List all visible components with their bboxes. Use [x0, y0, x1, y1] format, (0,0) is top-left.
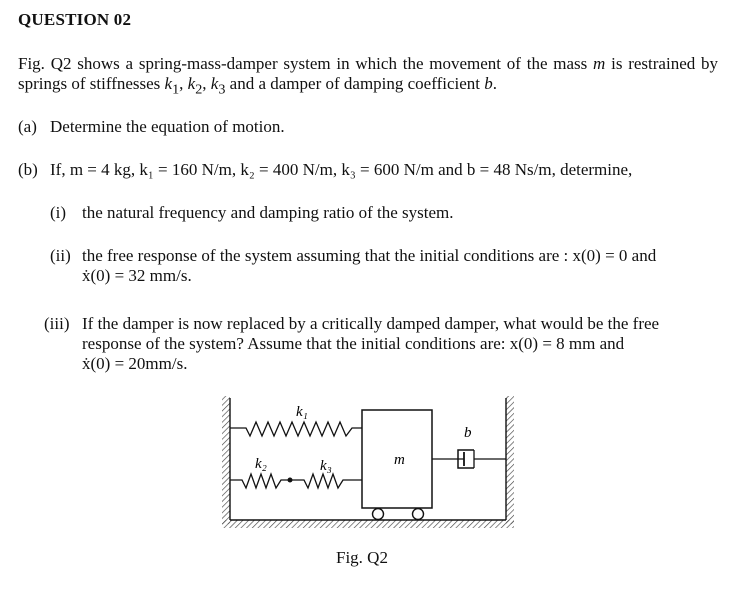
- intro-k2-sub: 2: [195, 81, 203, 98]
- part-a: [18, 117, 718, 139]
- intro-k3: k: [210, 74, 219, 93]
- left-wheel: [373, 509, 384, 520]
- spring-k2: [230, 474, 290, 488]
- sub-question-iii: [44, 314, 720, 378]
- right-wall-hatching: [506, 396, 514, 524]
- sub-iii-line-1: If the damper is now replaced by a critically damped damper, what would be the free: [82, 314, 660, 333]
- sub-iii-line-2: response of the system? Assume that the initial conditions are: x(0) = 8 mm and: [82, 334, 625, 353]
- intro-k1-sub: 1: [172, 81, 180, 98]
- sub-iii-line-3: ẋ(0) = 20mm/s.: [82, 354, 188, 373]
- sub-ii-label: (ii): [50, 246, 71, 265]
- part-b-text: If, m = 4 kg, k₁ = 160 N/m, k₂ = 400 N/m, k₃ = 600 N/m and b = 48 Ns/m, determine,: [50, 160, 633, 179]
- sub-i-text: the natural frequency and damping ratio of the system.: [82, 203, 454, 222]
- intro-text-3: and a damper of damping coefficient: [229, 74, 481, 93]
- damper-b: [432, 450, 506, 468]
- sub-ii-line-1: the free response of the system assuming that the initial conditions are : x(0) = 0 and: [82, 246, 657, 265]
- intro-sep-2: ,: [202, 74, 207, 93]
- intro-text-1: Fig. Q2 shows a spring-mass-damper system in which the movement of the mass: [18, 54, 588, 73]
- intro-mass-symbol: m: [593, 54, 606, 73]
- question-heading: QUESTION 02: [18, 10, 132, 29]
- label-k3: k₃: [320, 458, 332, 474]
- intro-k3-sub: 3: [218, 81, 226, 98]
- intro-b: b: [484, 74, 493, 93]
- part-b: [18, 160, 718, 182]
- right-wheel: [413, 509, 424, 520]
- sub-i-label: (i): [50, 203, 67, 222]
- label-k2: k₂: [255, 456, 267, 472]
- part-a-text: Determine the equation of motion.: [50, 117, 285, 136]
- intro-k1: k: [164, 74, 173, 93]
- label-damper: b: [464, 425, 472, 441]
- floor-hatching: [222, 520, 514, 528]
- sub-question-ii: [50, 246, 718, 290]
- part-b-label: (b): [18, 160, 38, 179]
- sub-iii-label: (iii): [44, 314, 70, 333]
- intro-text-2: is restrained by springs of stiffnesses: [18, 54, 719, 93]
- spring-mass-damper-figure: [218, 392, 518, 534]
- spring-k3: [290, 474, 362, 488]
- left-wall-hatching: [222, 396, 230, 524]
- label-k1: k₁: [296, 404, 308, 420]
- intro-sep-1: ,: [179, 74, 184, 93]
- spring-k1: [230, 422, 362, 436]
- figure-caption: Fig. Q2: [336, 548, 388, 567]
- part-a-label: (a): [18, 117, 37, 136]
- sub-question-i: [50, 203, 718, 225]
- sub-ii-line-2: ẋ(0) = 32 mm/s.: [82, 266, 192, 285]
- intro-paragraph: [18, 54, 718, 99]
- label-mass: m: [394, 452, 405, 468]
- intro-period: .: [492, 74, 498, 93]
- intro-k2: k: [187, 74, 196, 93]
